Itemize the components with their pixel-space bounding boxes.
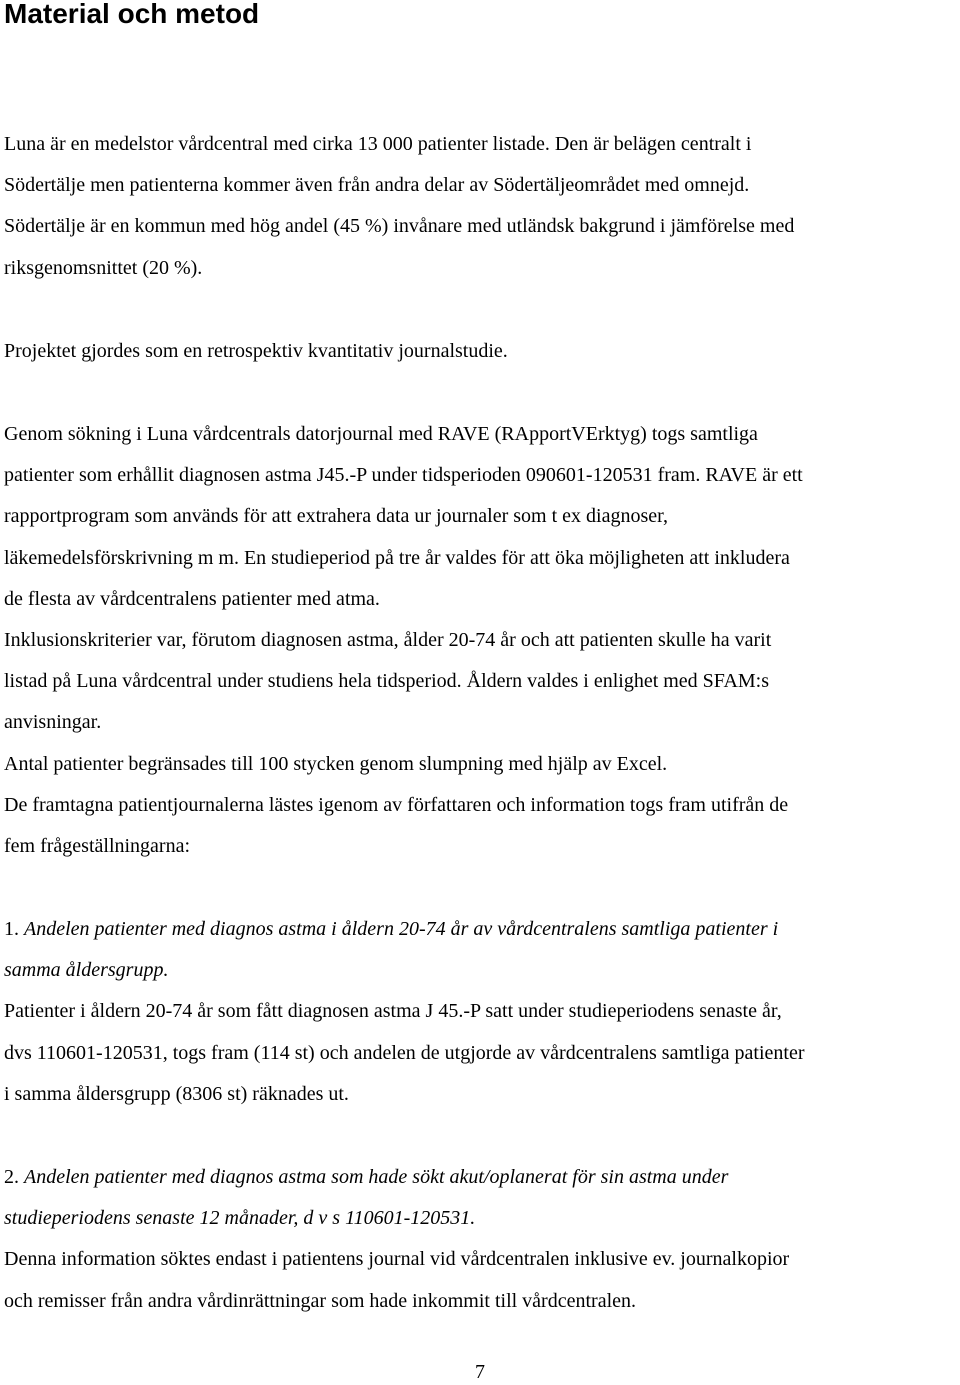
text-line: de flesta av vårdcentralens patienter med atma. [4,587,380,610]
text-line: i samma åldersgrupp (8306 st) räknades ut. [4,1082,349,1105]
section-heading: Material och metod [4,0,260,29]
text-line: Södertälje men patienterna kommer även från andra delar av Södertäljeområdet med omnejd. [4,174,750,197]
text-line: Patienter i åldern 20-74 år som fått diagnosen astma J 45.-P satt under studieperiodens senaste år, [4,1000,782,1023]
page-number: 7 [475,1361,485,1383]
question-2-title-line [4,1157,960,1198]
question-2 [4,1157,960,1322]
design-paragraph [4,331,960,372]
text-line: och remisser från andra vårdinrättningar som hade inkommit till vårdcentralen. [4,1289,637,1312]
text-line: anvisningar. [4,711,102,734]
question-1-title: Andelen patienter med diagnos astma i åldern 20-74 år av vårdcentralens samtliga patienter i [24,918,779,940]
question-1-title-continued: samma åldersgrupp. [4,959,169,982]
question-1-number: 1. [4,918,19,940]
text-line: Projektet gjordes som en retrospektiv kvantitativ journalstudie. [4,340,508,362]
text-line: Inklusionskriterier var, förutom diagnosen astma, ålder 20-74 år och att patienten skulle ha varit [4,628,772,651]
text-line: Södertälje är en kommun med hög andel (45 %) invånare med utländsk bakgrund i jämförelse med [4,215,795,238]
intro-paragraph [4,124,960,289]
text-line: läkemedelsförskrivning m m. En studieperiod på tre år valdes för att öka möjligheten att inkludera [4,546,790,569]
text-line: fem frågeställningarna: [4,834,191,857]
text-line: Genom sökning i Luna vårdcentrals datorjournal med RAVE (RApportVErktyg) togs samtliga [4,423,758,445]
text-line: patienter som erhållit diagnosen astma J45.-P under tidsperioden 090601-120531 fram. RAVE är ett [4,464,803,487]
question-2-number: 2. [4,1166,19,1188]
question-2-title: Andelen patienter med diagnos astma som hade sökt akut/oplanerat för sin astma under [24,1166,729,1188]
text-line: Luna är en medelstor vårdcentral med cirka 13 000 patienter listade. Den är belägen centralt i [4,133,752,155]
question-2-title-continued: studieperiodens senaste 12 månader, d v s 110601-120531. [4,1207,476,1230]
text-line: dvs 110601-120531, togs fram (114 st) och andelen de utgjorde av vårdcentralens samtliga patienter [4,1041,805,1064]
text-line: rapportprogram som används för att extrahera data ur journaler som t ex diagnoser, [4,505,668,528]
question-1-title-line [4,909,960,950]
text-line: Denna information söktes endast i patientens journal vid vårdcentralen inklusive ev. journalkopior [4,1248,790,1271]
text-line: riksgenomsnittet (20 %). [4,256,203,279]
method-paragraph [4,414,960,867]
text-line: listad på Luna vårdcentral under studiens hela tidsperiod. Åldern valdes i enlighet med SFAM:s [4,670,770,693]
text-line: De framtagna patientjournalerna lästes igenom av författaren och information togs fram utifrån de [4,793,789,816]
question-1 [4,909,960,1115]
text-line: Antal patienter begränsades till 100 stycken genom slumpning med hjälp av Excel. [4,752,668,775]
